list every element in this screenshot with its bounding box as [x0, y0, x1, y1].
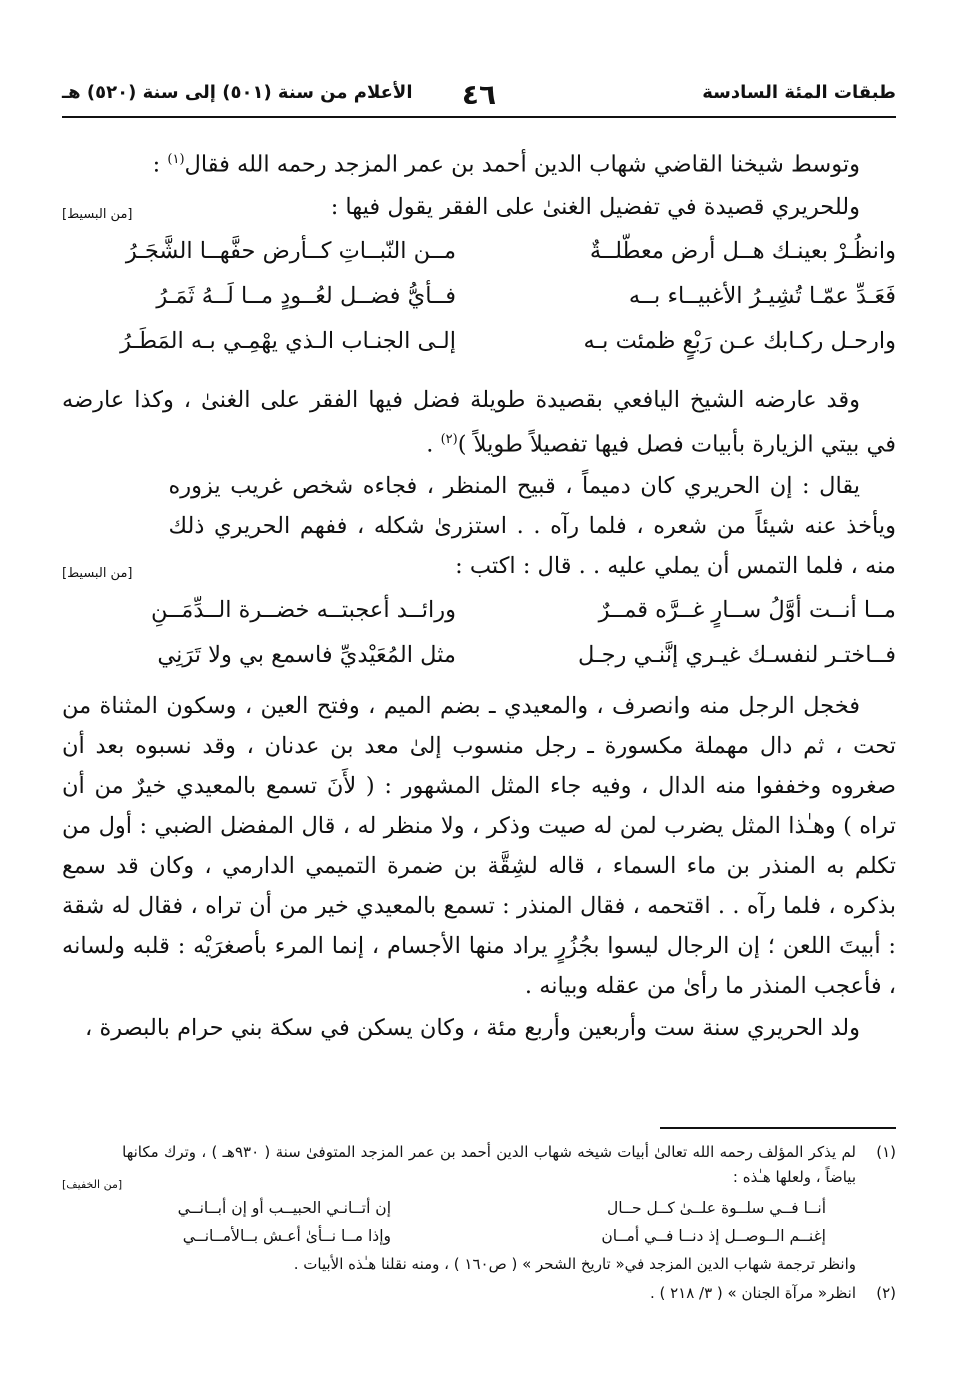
header-rule	[62, 116, 896, 118]
footnote-text: [من الخفيف] لم يذكر المؤلف رحمه الله تعالىٰ أبيات شيخه شهاب الدين أحمد بن عمر المزجد المتوفىٰ سنة ( ٩٣٠هـ ) ، وترك مكانها بياضاً ، ولعلها هـٰذه :	[62, 1140, 856, 1190]
first-hemistich: إغنــم الــوصــل إذ دنــا فــي أمــان	[601, 1227, 826, 1245]
footnotes	[62, 1140, 896, 1306]
first-hemistich: فَعَـدِّ عمّـا تُشِيـرُ الأغبيــاء بــه	[628, 282, 896, 309]
main-text	[62, 140, 896, 1048]
paragraph-2: [من البسيط] وللحريري قصيدة في تفضيل الغنىٰ على الفقر يقول فيها :	[62, 187, 896, 227]
poem-verse	[62, 321, 896, 366]
footnote-2	[62, 1281, 896, 1306]
second-hemistich: مثل المُعَيْديِّ فاسمع بي ولا تَرَنِي	[157, 642, 456, 668]
poem-verse	[62, 635, 896, 680]
meter-label: [من الخفيف]	[62, 1178, 123, 1191]
paragraph-4: [من البسيط] يقال : إن الحريري كان دميماً ، قبيح المنظر ، فجاءه شخص غريب يزوره ويأخذ عنه شيئاً من شعره ، فلما رآه . . استزرىٰ شكله ، ففهم الحريري ذلك منه ، فلما التمس أن يملي عليه . . قال : اكتب :	[62, 466, 896, 586]
poem-verse	[62, 276, 896, 321]
section-title: طبقات المئة السادسة	[702, 82, 896, 103]
paragraph-5: فخجل الرجل منه وانصرف ، والمعيدي ـ بضم الميم ، وفتح العين ، وسكون المثناة من تحت ، ثم دال مهملة مكسورة ـ رجل منسوب إلىٰ معد بن عدنان ، وقد نسبوه بعد أن صغروه وخففوا منه الدال ، وفيه جاء المثل المشهور : ( لأَنَ تسمع بالمعيدي خيرٌ من أن تراه ) وهـٰذا المثل يضرب لمن له صيت وذكر ، ولا منظر له ، قال المفضل الضبي : أول من تكلم به المنذر بن ماء السماء ، قاله لشِقَّة بن ضمرة التميمي الدارمي ، وكان قد سمع بذكره ، فلما رآه . . اقتحمه ، فقال المنذر : تسمع بالمعيدي خير من أن تراه ، فقال له شقة : أبيتَ اللعن ؛ إن الرجال ليسوا بجُزُرٍ يراد منها الأجسام ، إنما المرء بأصغرَيْه : قلبه ولسانه ، فأعجب المنذر ما رأىٰ من عقله وبيانه .	[62, 693, 896, 999]
poem-2	[62, 590, 896, 680]
footnote-number: (٢)	[876, 1284, 896, 1302]
footnote-number: (١)	[876, 1143, 896, 1161]
second-hemistich: فــأيُّ فضــل لعُــودٍ مــا لَــهُ ثَمَـرُ	[156, 282, 456, 309]
footnote-rule	[660, 1127, 896, 1129]
second-hemistich: ورائــد أعجبتــه خضــرة الــدِّمَــنِ	[151, 597, 456, 623]
page-number: ٤٦	[461, 78, 497, 111]
second-hemistich: مــن النّبــاتِ كــأرض حفَّهــا الشَّجَـرُ	[125, 237, 456, 264]
paragraph-3: وقد عارضه الشيخ اليافعي بقصيدة طويلة فضل فيها الفقر على الغنىٰ ، وكذا عارضه في بيتي الزيارة بأبيات فصل فيها تفصيلاً طويلاً )$^{(٢)}$ .	[62, 386, 896, 457]
footnote-ref-1[interactable]: (١)	[167, 152, 185, 167]
footnote-text: انظر« مرآة الجنان » ( ٣/ ٢١٨ ) .	[649, 1284, 856, 1302]
first-hemistich: أنــا فــي سلــوة علــىٰ كــل حــال	[606, 1199, 826, 1217]
first-hemistich: وانظُـرْ بعينـك هــل أرض معطّلــةٌ	[589, 237, 896, 264]
footnote-verse	[62, 1224, 826, 1252]
second-hemistich: إن أتــانـي الحبيــب أو إن أبــانــي	[177, 1199, 391, 1217]
poem-verse	[62, 590, 896, 635]
meter-label: [من البسيط]	[62, 566, 133, 581]
second-hemistich: وإذا مــا نــأىٰ أعـش بــالأمــانــي	[182, 1227, 391, 1245]
first-hemistich: مــا أنــت أوَّلُ ســارٍ غــرَّه قمــرٌ	[598, 597, 896, 623]
chapter-title: الأعلام من سنة (٥٠١) إلى سنة (٥٢٠) هـ	[62, 82, 413, 103]
paragraph-6: ولد الحريري سنة ست وأربعين وأربع مئة ، وكان يسكن في سكة بني حرام بالبصرة ،	[85, 1015, 860, 1041]
first-hemistich: فــاختـر لنفسـك غيـري إنَّنـي رجـل	[578, 642, 896, 668]
paragraph-1: وتوسط شيخنا القاضي شهاب الدين أحمد بن عمر المزجد رحمه الله فقال$^{(١)}$ :	[152, 151, 860, 178]
first-hemistich: وارحـل ركـابك عـن رَبْعٍ ظمئت بـه	[583, 327, 896, 354]
footnote-source: وانظر ترجمة شهاب الدين المزجد في« تاريخ الشحر » ( ص١٦٠ ) ، ومنه نقلنا هـٰذه الأبيات .	[293, 1255, 856, 1273]
poem-verse	[62, 231, 896, 276]
footnote-ref-2[interactable]: (٢)	[440, 431, 458, 447]
meter-label: [من البسيط]	[62, 206, 133, 222]
poem-1	[62, 231, 896, 366]
footnote-1	[62, 1140, 896, 1277]
footnote-verse	[62, 1196, 826, 1224]
running-header	[62, 78, 896, 112]
second-hemistich: إلـى الجنـاب الـذي يهْمِـي بـه المَطَـرُ	[120, 327, 456, 354]
